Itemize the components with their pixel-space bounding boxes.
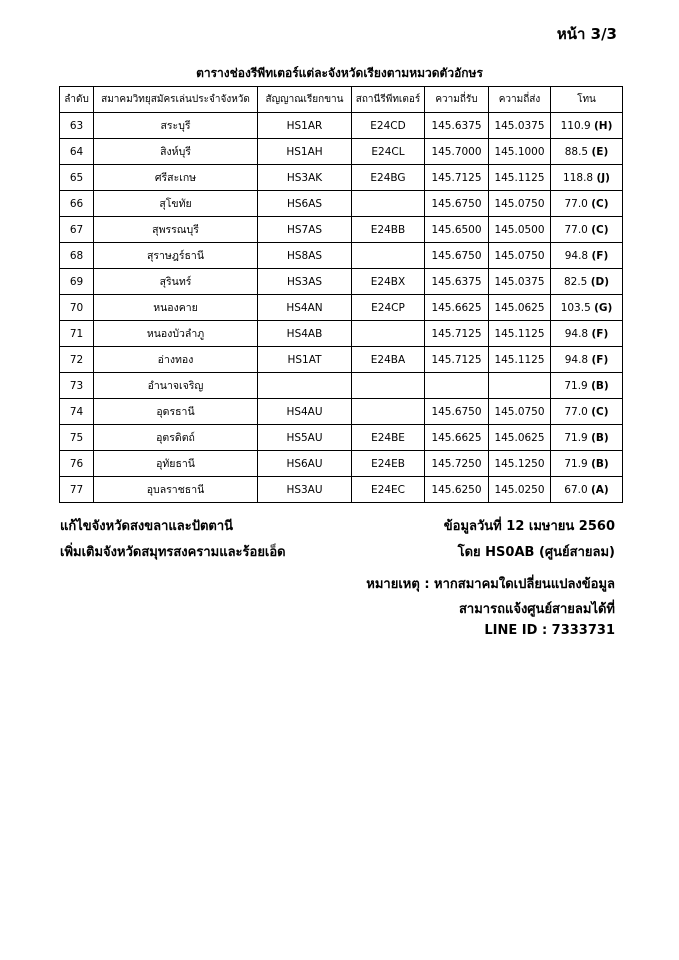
cell-tx: 145.0750 [489, 243, 551, 269]
cell-tx: 145.1125 [489, 321, 551, 347]
table-row [60, 321, 623, 347]
cell-callsign: HS8AS [258, 243, 352, 269]
tone-code: (G) [594, 301, 613, 314]
cell-rx: 145.6750 [425, 243, 489, 269]
cell-rx: 145.6250 [425, 477, 489, 503]
cell-tone [551, 425, 623, 451]
tone-value: 77.0 [564, 197, 588, 210]
cell-tone [551, 243, 623, 269]
cell-tone [551, 217, 623, 243]
cell-station: E24BB [352, 217, 425, 243]
tone-value: 88.5 [564, 145, 589, 158]
cell-no: 65 [60, 165, 94, 191]
cell-no: 64 [60, 139, 94, 165]
tone-code: (E) [591, 145, 609, 158]
table-row [60, 243, 623, 269]
table-row [60, 477, 623, 503]
tone-code: (F) [591, 353, 609, 366]
tone-code: (J) [596, 171, 610, 184]
cell-province: อุทัยธานี [94, 451, 258, 477]
cell-province: อุบลราชธานี [94, 477, 258, 503]
cell-station: E24BE [352, 425, 425, 451]
cell-province: หนองคาย [94, 295, 258, 321]
cell-province: อุดรธานี [94, 399, 258, 425]
tone-code: (C) [591, 223, 609, 236]
tone-value: 110.9 [560, 119, 591, 132]
tone-value: 94.8 [564, 249, 589, 262]
tone-value: 77.0 [564, 405, 588, 418]
cell-station: E24EB [352, 451, 425, 477]
cell-tx: 145.0625 [489, 295, 551, 321]
cell-station: E24CP [352, 295, 425, 321]
header-station: สถานีรีพีทเตอร์ [352, 87, 425, 113]
tone-value: 82.5 [563, 275, 588, 288]
tone-code: (A) [591, 483, 609, 496]
cell-no: 71 [60, 321, 94, 347]
cell-province: สระบุรี [94, 113, 258, 139]
tone-value: 118.8 [563, 171, 594, 184]
cell-tx: 145.0625 [489, 425, 551, 451]
cell-province: หนองบัวลำภู [94, 321, 258, 347]
cell-no: 73 [60, 373, 94, 399]
cell-province: สุโขทัย [94, 191, 258, 217]
cell-rx [425, 373, 489, 399]
cell-callsign: HS4AB [258, 321, 352, 347]
table-row [60, 295, 623, 321]
cell-no: 70 [60, 295, 94, 321]
cell-station: E24BX [352, 269, 425, 295]
cell-tone [551, 139, 623, 165]
cell-rx: 145.7125 [425, 165, 489, 191]
cell-tx: 145.0375 [489, 269, 551, 295]
tone-value: 71.9 [564, 379, 588, 392]
table-row [60, 139, 623, 165]
cell-rx: 145.7250 [425, 451, 489, 477]
table-header-row [60, 87, 623, 113]
cell-tone [551, 399, 623, 425]
cell-callsign: HS1AR [258, 113, 352, 139]
cell-callsign: HS3AS [258, 269, 352, 295]
cell-rx: 145.6375 [425, 269, 489, 295]
cell-tone [551, 113, 623, 139]
cell-tx: 145.1250 [489, 451, 551, 477]
cell-station: E24CL [352, 139, 425, 165]
cell-callsign: HS3AK [258, 165, 352, 191]
tone-code: (C) [591, 197, 609, 210]
table-row [60, 425, 623, 451]
cell-rx: 145.6375 [425, 113, 489, 139]
tone-value: 71.9 [564, 457, 588, 470]
tone-code: (F) [591, 327, 609, 340]
by-line: โดย HS0AB (ศูนย์สายลม) [457, 545, 615, 560]
cell-no: 67 [60, 217, 94, 243]
tone-code: (C) [591, 405, 609, 418]
cell-tx [489, 373, 551, 399]
cell-rx: 145.6750 [425, 399, 489, 425]
cell-tone [551, 373, 623, 399]
cell-province: สุรินทร์ [94, 269, 258, 295]
cell-tx: 145.0750 [489, 191, 551, 217]
cell-tone [551, 477, 623, 503]
cell-callsign: HS3AU [258, 477, 352, 503]
cell-no: 76 [60, 451, 94, 477]
cell-tone [551, 451, 623, 477]
cell-tx: 145.0375 [489, 113, 551, 139]
tone-code: (B) [591, 379, 609, 392]
cell-callsign: HS4AN [258, 295, 352, 321]
header-tone: โทน [551, 87, 623, 113]
table-row [60, 165, 623, 191]
page-number: หน้า 3/3 [556, 25, 617, 43]
cell-tx: 145.1125 [489, 347, 551, 373]
cell-tx: 145.0750 [489, 399, 551, 425]
cell-callsign: HS5AU [258, 425, 352, 451]
cell-rx: 145.6625 [425, 295, 489, 321]
cell-callsign: HS4AU [258, 399, 352, 425]
tone-value: 77.0 [564, 223, 588, 236]
remark-line-1: หมายเหตุ : หากสมาคมใดเปลี่ยนแปลงข้อมูล [366, 577, 615, 592]
tone-value: 94.8 [564, 327, 589, 340]
table-row [60, 113, 623, 139]
cell-tone [551, 165, 623, 191]
cell-no: 72 [60, 347, 94, 373]
cell-tone [551, 295, 623, 321]
header-callsign: สัญญาณเรียกขาน [258, 87, 352, 113]
table-row [60, 399, 623, 425]
cell-province: สุพรรณบุรี [94, 217, 258, 243]
cell-callsign: HS7AS [258, 217, 352, 243]
tone-code: (B) [591, 457, 609, 470]
cell-rx: 145.6500 [425, 217, 489, 243]
table-title: ตารางช่องรีพีทเตอร์แต่ละจังหวัดเรียงตามหมวดตัวอักษร [196, 66, 483, 80]
repeater-table [59, 86, 623, 503]
table-row [60, 347, 623, 373]
cell-no: 68 [60, 243, 94, 269]
cell-no: 63 [60, 113, 94, 139]
tone-value: 71.9 [564, 431, 588, 444]
tone-code: (F) [591, 249, 609, 262]
cell-tone [551, 321, 623, 347]
remark-line-2: สามารถแจ้งศูนย์สายลมได้ที่ [459, 602, 615, 617]
cell-no: 77 [60, 477, 94, 503]
edit-note: แก้ไขจังหวัดสงขลาและปัตตานี [60, 519, 234, 534]
cell-callsign: HS1AT [258, 347, 352, 373]
header-rx: ความถี่รับ [425, 87, 489, 113]
cell-rx: 145.7000 [425, 139, 489, 165]
cell-station [352, 373, 425, 399]
cell-rx: 145.6625 [425, 425, 489, 451]
tone-value: 103.5 [560, 301, 591, 314]
cell-rx: 145.7125 [425, 321, 489, 347]
cell-no: 75 [60, 425, 94, 451]
cell-station [352, 399, 425, 425]
cell-no: 66 [60, 191, 94, 217]
header-province: สมาคมวิทยุสมัครเล่นประจำจังหวัด [94, 87, 258, 113]
tone-code: (H) [594, 119, 613, 132]
header-tx: ความถี่ส่ง [489, 87, 551, 113]
tone-value: 67.0 [564, 483, 588, 496]
cell-station [352, 191, 425, 217]
table-row [60, 451, 623, 477]
cell-tone [551, 269, 623, 295]
add-note: เพิ่มเติมจังหวัดสมุทรสงครามและร้อยเอ็ด [60, 545, 286, 560]
tone-code: (D) [590, 275, 610, 288]
cell-province: อุตรดิตถ์ [94, 425, 258, 451]
header-no: ลำดับ [60, 87, 94, 113]
cell-station [352, 321, 425, 347]
tone-value: 94.8 [564, 353, 589, 366]
cell-station: E24BA [352, 347, 425, 373]
cell-province: สุราษฎร์ธานี [94, 243, 258, 269]
cell-callsign: HS6AU [258, 451, 352, 477]
cell-callsign: HS6AS [258, 191, 352, 217]
cell-province: ศรีสะเกษ [94, 165, 258, 191]
cell-callsign [258, 373, 352, 399]
cell-tx: 145.1000 [489, 139, 551, 165]
table-row [60, 269, 623, 295]
line-id: LINE ID : 7333731 [484, 623, 615, 638]
cell-rx: 145.6750 [425, 191, 489, 217]
cell-province: อำนาจเจริญ [94, 373, 258, 399]
cell-tone [551, 191, 623, 217]
cell-rx: 145.7125 [425, 347, 489, 373]
cell-tx: 145.0500 [489, 217, 551, 243]
cell-station: E24BG [352, 165, 425, 191]
tone-code: (B) [591, 431, 609, 444]
cell-tone [551, 347, 623, 373]
table-body [60, 113, 623, 503]
cell-no: 69 [60, 269, 94, 295]
cell-no: 74 [60, 399, 94, 425]
cell-station [352, 243, 425, 269]
cell-station: E24EC [352, 477, 425, 503]
cell-province: อ่างทอง [94, 347, 258, 373]
cell-tx: 145.1125 [489, 165, 551, 191]
table-row [60, 191, 623, 217]
cell-tx: 145.0250 [489, 477, 551, 503]
table-row [60, 217, 623, 243]
data-date: ข้อมูลวันที่ 12 เมษายน 2560 [443, 519, 615, 534]
table-row [60, 373, 623, 399]
cell-station: E24CD [352, 113, 425, 139]
cell-province: สิงห์บุรี [94, 139, 258, 165]
cell-callsign: HS1AH [258, 139, 352, 165]
